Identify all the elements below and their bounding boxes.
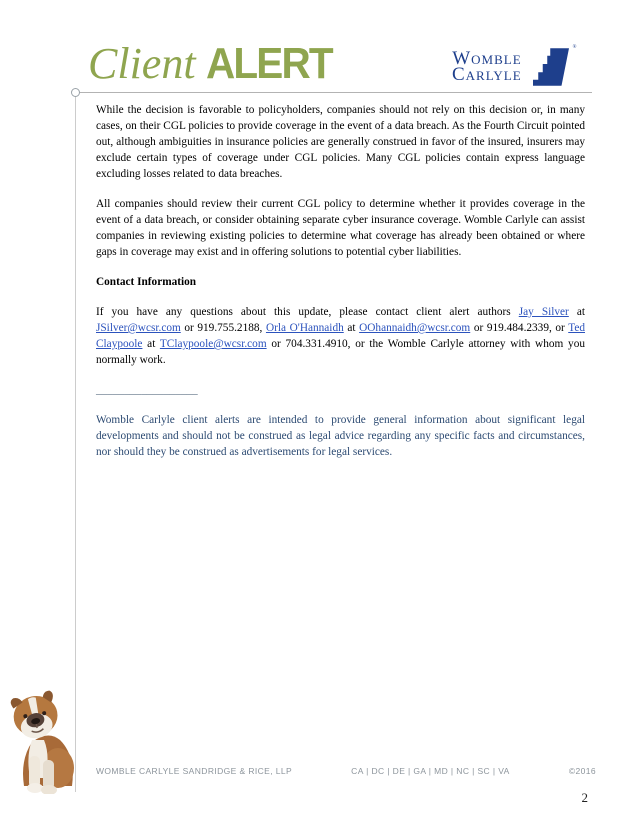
footer-firm-name: WOMBLE CARLYLE SANDRIDGE & RICE, LLP (96, 766, 293, 776)
contact-text: or 919.484.2339, or (470, 322, 569, 334)
womble-flag-icon (527, 44, 569, 90)
link-ted-claypoole[interactable]: Ted Claypoole (96, 322, 585, 350)
link-jsilver-email[interactable]: JSilver@wcsr.com (96, 322, 181, 334)
footer-copyright: ©2016 (568, 766, 596, 776)
page-number: 2 (581, 790, 588, 805)
contact-text: or 704.331.4910, or the Womble Carlyle attorney with whom you normally work. (96, 338, 585, 366)
logo-line2: Carlyle (452, 64, 522, 85)
logo-line1: Womble (452, 48, 522, 69)
contact-text: at (142, 338, 160, 350)
bulldog-photo (2, 690, 80, 794)
link-orla-ohannaidh[interactable]: Orla O'Hannaidh (265, 322, 344, 334)
paragraph-review: All companies should review their current CGL policy to determine whether it provides coverage in the event of a data breach, or consider obtaining separate cyber insurance coverage. Womble Carlyle can assist companies in reviewing existing policies to determine what coverage has already been obtained or where gaps in coverage may exist and in offering solutions to potential cyber liabilities. (96, 198, 585, 258)
contact-text: or 919.755.2188, (180, 322, 266, 334)
contact-heading: Contact Information (96, 276, 197, 288)
paragraph-contact (96, 304, 585, 368)
link-oohannaidh-email[interactable]: OOhannaidh@wcsr.com (359, 322, 471, 334)
paragraph-decision: While the decision is favorable to policyholders, companies should not rely on this decision or, in many cases, on their CGL policies to provide coverage in the event of a data breach. As the Fourth Circuit pointed out, although ambiguities in insurance policies are generally construed in favor of the insured, insurers may exclude certain types of coverage under CGL policies. Many CGL policies contain express language excluding losses related to data breaches. (96, 104, 585, 180)
section-divider: __________________ (96, 384, 198, 396)
registered-mark: ® (572, 44, 577, 50)
contact-text: at (343, 322, 360, 334)
document-body (96, 102, 585, 474)
header-rule (75, 92, 592, 93)
left-margin-rule (75, 92, 76, 792)
contact-text: If you have any questions about this update, please contact client alert authors (96, 306, 519, 318)
masthead-title-alert: ALERT (205, 39, 332, 88)
link-tclaypoole-email[interactable]: TClaypoole@wcsr.com (159, 338, 267, 350)
newsletter-masthead (88, 38, 342, 89)
logo-wordmark (452, 48, 522, 85)
footer-bar (96, 766, 596, 776)
link-jay-silver[interactable]: Jay Silver (518, 306, 569, 318)
masthead-title-client: Client (88, 39, 196, 88)
contact-text: at (568, 306, 585, 318)
footer-locations: CA | DC | DE | GA | MD | NC | SC | VA (351, 766, 510, 776)
rule-anchor-dot (71, 88, 80, 97)
disclaimer-text: Womble Carlyle client alerts are intended to provide general information about significant legal developments and should not be construed as legal advice regarding any specific facts and circumstances, nor should they be construed as advertisements for legal services. (96, 414, 585, 458)
womble-carlyle-logo (452, 44, 577, 90)
